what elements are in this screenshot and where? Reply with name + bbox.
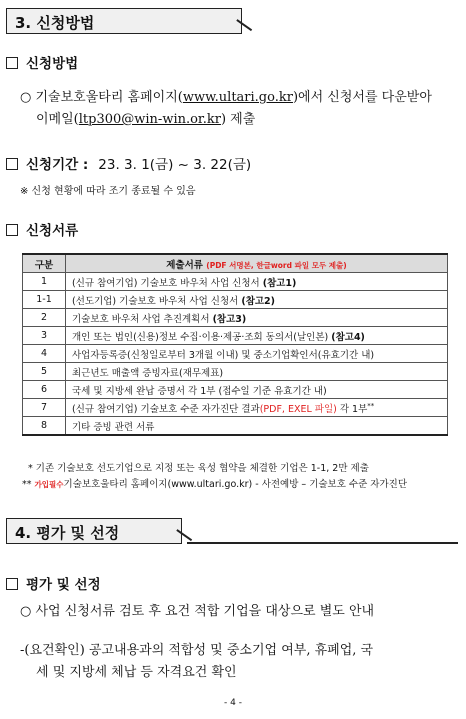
required-badge: 가입필수 bbox=[34, 480, 64, 489]
table-row bbox=[23, 309, 448, 327]
section-4-rule bbox=[187, 542, 458, 544]
row-no: 6 bbox=[23, 381, 66, 399]
row-doc: 기타 증빙 관련 서류 bbox=[66, 417, 448, 436]
email-link[interactable]: ltp300@win-win.or.kr bbox=[78, 112, 221, 127]
row-no: 3 bbox=[23, 327, 66, 345]
row-doc: (신규 참여기업) 기술보호 바우처 사업 신청서 (참고1) bbox=[66, 273, 448, 291]
row-doc: (신규 참여기업) 기술보호 수준 자가진단 결과(PDF, EXEL 파일) 각 1부** bbox=[66, 399, 448, 417]
checkbox-square-icon bbox=[6, 57, 18, 69]
row-doc: 최근년도 매출액 증빙자료(재무제표) bbox=[66, 363, 448, 381]
header-doc: 제출서류 (PDF 서명본, 한글word 파일 모두 제출) bbox=[66, 254, 448, 273]
header-no: 구분 bbox=[23, 254, 66, 273]
row-doc: 개인 또는 법인(신용)정보 수집·이용·제공·조회 동의서(날인본) (참고4) bbox=[66, 327, 448, 345]
section-3-header bbox=[6, 8, 242, 34]
sub-heading-documents: 신청서류 bbox=[6, 219, 78, 239]
footnote-2: ** 가입필수기술보호울타리 홈페이지(www.ultari.go.kr) - 사전예방 – 기술보호 수준 자가진단 bbox=[22, 479, 408, 490]
period-line: 신청기간 : 23. 3. 1(금) ~ 3. 22(금) bbox=[6, 153, 251, 173]
period-note: ※ 신청 현황에 따라 조기 종료될 수 있음 bbox=[20, 186, 196, 197]
section-4-header bbox=[6, 518, 182, 544]
row-no: 1 bbox=[23, 273, 66, 291]
row-doc: (선도기업) 기술보호 바우처 사업 신청서 (참고2) bbox=[66, 291, 448, 309]
table-row bbox=[23, 363, 448, 381]
footnote-1: * 기존 기술보호 선도기업으로 지정 또는 육성 협약을 체결한 기업은 1-1, 2만 제출 bbox=[28, 463, 369, 474]
row-no: 7 bbox=[23, 399, 66, 417]
sub-heading-evaluation: 평가 및 선정 bbox=[6, 573, 101, 593]
table-row bbox=[23, 273, 448, 291]
row-no: 2 bbox=[23, 309, 66, 327]
table-row bbox=[23, 417, 448, 436]
table-row bbox=[23, 381, 448, 399]
row-doc: 국세 및 지방세 완납 증명서 각 1부 (접수일 기준 유효기간 내) bbox=[66, 381, 448, 399]
method-paragraph: ○ 기술보호울타리 홈페이지(www.ultari.go.kr)에서 신청서를 다운받아 이메일(ltp300@win-win.or.kr) 제출 bbox=[20, 90, 432, 127]
checkbox-square-icon bbox=[6, 224, 18, 236]
table-row bbox=[23, 345, 448, 363]
homepage-link[interactable]: www.ultari.go.kr bbox=[182, 90, 293, 105]
table-row bbox=[23, 327, 448, 345]
table-row bbox=[23, 291, 448, 309]
table-row bbox=[23, 399, 448, 417]
row-no: 8 bbox=[23, 417, 66, 436]
section-4-title: 4. 평가 및 선정 bbox=[15, 524, 120, 542]
documents-table bbox=[22, 253, 448, 436]
section-3-title: 3. 신청방법 bbox=[15, 14, 95, 32]
page-number: - 4 - bbox=[224, 698, 242, 708]
evaluation-p1: ○ 사업 신청서류 검토 후 요건 적합 기업을 대상으로 별도 안내 bbox=[20, 604, 375, 619]
evaluation-p2: -(요건확인) 공고내용과의 적합성 및 중소기업 여부, 휴폐업, 국 세 및 지방세 체납 등 자격요건 확인 bbox=[20, 643, 374, 680]
table-header-row bbox=[23, 254, 448, 273]
row-no: 1-1 bbox=[23, 291, 66, 309]
row-no: 4 bbox=[23, 345, 66, 363]
checkbox-square-icon bbox=[6, 578, 18, 590]
row-no: 5 bbox=[23, 363, 66, 381]
sub-heading-method: 신청방법 bbox=[6, 52, 78, 72]
checkbox-square-icon bbox=[6, 158, 18, 170]
row-doc: 기술보호 바우처 사업 추진계획서 (참고3) bbox=[66, 309, 448, 327]
row-doc: 사업자등록증(신청일로부터 3개월 이내) 및 중소기업확인서(유효기간 내) bbox=[66, 345, 448, 363]
